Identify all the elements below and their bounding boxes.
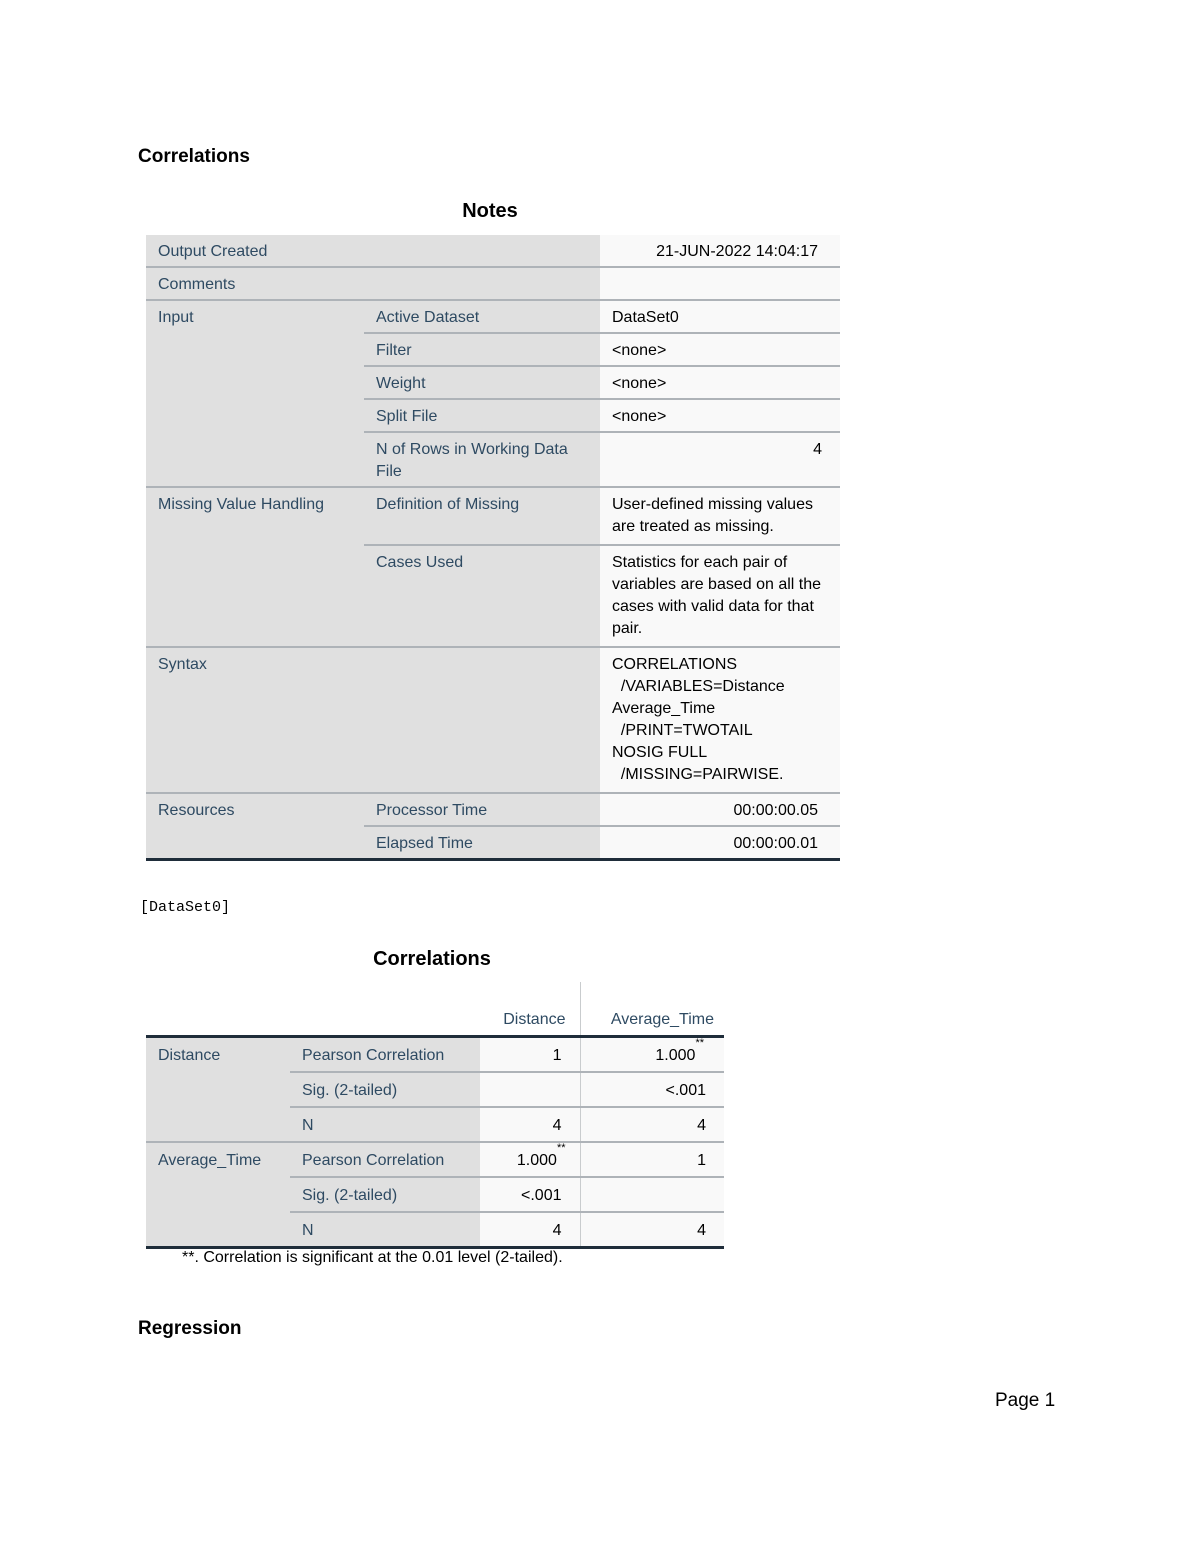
- col-header-distance: Distance: [480, 982, 580, 1036]
- syntax-line: NOSIG FULL: [612, 744, 708, 761]
- syntax-line: /PRINT=TWOTAIL: [612, 722, 753, 739]
- header-blank: [146, 982, 480, 1036]
- cell-average-time-n-distance: 4: [480, 1212, 580, 1248]
- notes-row-definition-missing: [146, 487, 840, 545]
- cell-value: 1.000: [655, 1046, 696, 1064]
- notes-row-active-dataset: [146, 300, 840, 333]
- correlations-footnote: **. Correlation is significant at the 0.01 level (2-tailed).: [182, 1249, 563, 1266]
- cases-used-value: Statistics for each pair of variables are based on all the cases with valid data for that pair.: [600, 545, 840, 647]
- cell-value: 1.000: [516, 1151, 557, 1169]
- processor-time-value: 00:00:00.05: [600, 793, 840, 826]
- col-header-average-time: Average_Time: [580, 982, 724, 1036]
- cell-average-time-pearson-average-time: 1: [580, 1142, 724, 1177]
- notes-row-output-created: [146, 235, 840, 267]
- output-created-value: 21-JUN-2022 14:04:17: [600, 235, 840, 267]
- cell-average-time-sig-average-time: [580, 1177, 724, 1212]
- stat-label-pearson: Pearson Correlation: [290, 1142, 480, 1177]
- filter-label: Filter: [364, 333, 600, 366]
- correlations-title: Correlations: [373, 948, 491, 970]
- resources-label: Resources: [146, 793, 364, 860]
- stat-label-sig: Sig. (2-tailed): [290, 1177, 480, 1212]
- significance-mark: **: [556, 1141, 566, 1154]
- syntax-line: /MISSING=PAIRWISE.: [612, 766, 784, 783]
- input-label: Input: [146, 300, 364, 487]
- syntax-value: [600, 647, 840, 793]
- weight-value: <none>: [600, 366, 840, 399]
- notes-title: Notes: [462, 200, 518, 222]
- split-file-label: Split File: [364, 399, 600, 432]
- split-file-value: <none>: [600, 399, 840, 432]
- notes-table: [146, 235, 840, 861]
- definition-of-missing-value: User-defined missing values are treated as missing.: [600, 487, 840, 545]
- cell-distance-n-average-time: 4: [580, 1107, 724, 1142]
- dataset-tag: [DataSet0]: [140, 899, 231, 916]
- active-dataset-value: DataSet0: [600, 300, 840, 333]
- page-number: Page 1: [995, 1390, 1056, 1411]
- stat-label-sig: Sig. (2-tailed): [290, 1072, 480, 1107]
- cell-distance-sig-distance: [480, 1072, 580, 1107]
- syntax-line: Average_Time: [612, 700, 716, 717]
- n-rows-value: 4: [600, 432, 840, 487]
- syntax-label: Syntax: [146, 647, 600, 793]
- weight-label: Weight: [364, 366, 600, 399]
- correlations-table: [146, 982, 724, 1249]
- definition-of-missing-label: Definition of Missing: [364, 487, 600, 545]
- table-row: [146, 1142, 724, 1177]
- cell-distance-pearson-distance: 1: [480, 1036, 580, 1072]
- table-row: [146, 1036, 724, 1072]
- cases-used-label: Cases Used: [364, 545, 600, 647]
- syntax-line: CORRELATIONS: [612, 656, 738, 673]
- cell-average-time-pearson-distance: [480, 1142, 580, 1177]
- significance-mark: **: [695, 1036, 704, 1049]
- stat-label-n: N: [290, 1212, 480, 1248]
- notes-row-processor-time: [146, 793, 840, 826]
- n-rows-label: N of Rows in Working Data File: [364, 432, 600, 487]
- comments-label: Comments: [146, 267, 600, 300]
- stat-label-n: N: [290, 1107, 480, 1142]
- row-label-average-time: Average_Time: [146, 1142, 290, 1248]
- output-created-label: Output Created: [146, 235, 600, 267]
- correlations-header-row: [146, 982, 724, 1036]
- notes-row-comments: [146, 267, 840, 300]
- syntax-line: /VARIABLES=Distance: [612, 678, 785, 695]
- processor-time-label: Processor Time: [364, 793, 600, 826]
- active-dataset-label: Active Dataset: [364, 300, 600, 333]
- stat-label-pearson: Pearson Correlation: [290, 1036, 480, 1072]
- comments-value: [600, 267, 840, 300]
- section-heading-correlations: Correlations: [138, 146, 250, 167]
- cell-average-time-n-average-time: 4: [580, 1212, 724, 1248]
- filter-value: <none>: [600, 333, 840, 366]
- missing-value-handling-label: Missing Value Handling: [146, 487, 364, 647]
- cell-average-time-sig-distance: <.001: [480, 1177, 580, 1212]
- elapsed-time-value: 00:00:00.01: [600, 826, 840, 860]
- section-heading-regression: Regression: [138, 1318, 242, 1339]
- row-label-distance: Distance: [146, 1036, 290, 1142]
- cell-distance-pearson-average-time: [580, 1036, 724, 1072]
- cell-distance-sig-average-time: <.001: [580, 1072, 724, 1107]
- cell-distance-n-distance: 4: [480, 1107, 580, 1142]
- notes-row-syntax: [146, 647, 840, 793]
- elapsed-time-label: Elapsed Time: [364, 826, 600, 860]
